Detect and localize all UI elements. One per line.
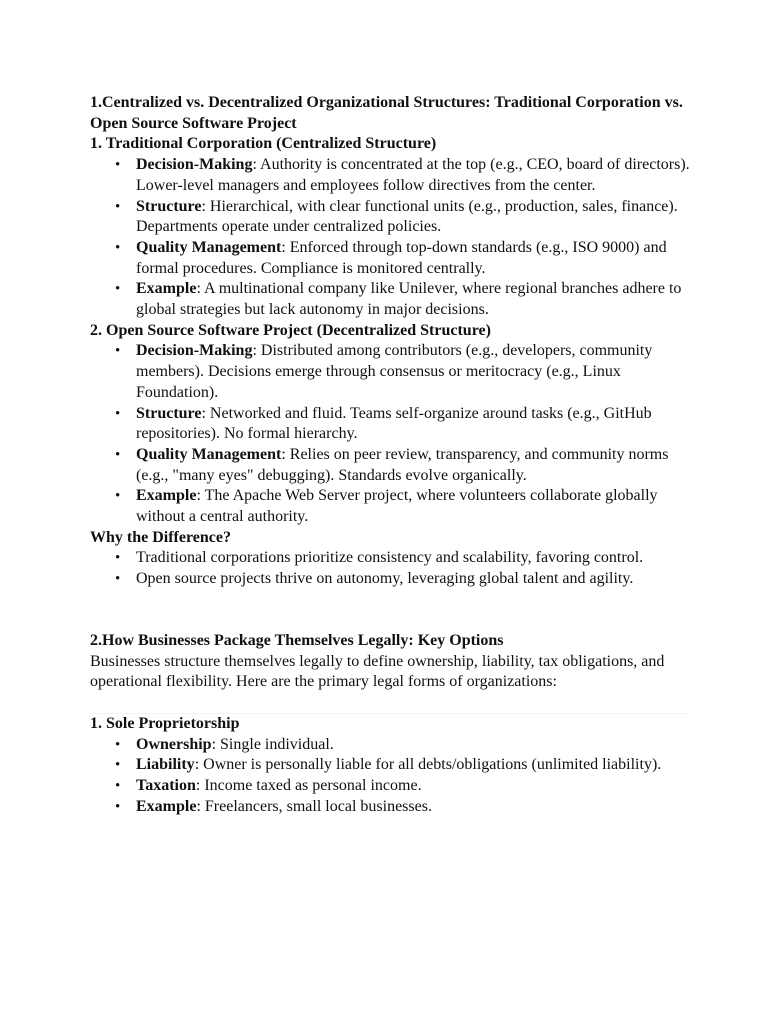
item-text: : Single individual. — [211, 735, 334, 753]
bullet-icon: • — [115, 757, 121, 774]
item-text: : A multinational company like Unilever, where regional branches adhere to global strategies but lack autonomy in major decisions. — [136, 280, 682, 319]
section2-intro: Businesses structure themselves legally to define ownership, liability, tax obligations, and operational flexibility. Here are the primary legal forms of organizations: — [90, 652, 665, 691]
item-text: : Income taxed as personal income. — [195, 777, 422, 795]
bullet-icon: • — [115, 157, 121, 174]
item-term: Example — [136, 280, 197, 298]
item-text: : Authority is concentrated at the top (e.g., CEO, board of directors). Lower-level managers and employees follow directives from the center. — [136, 156, 690, 194]
item-text: : The Apache Web Server project, where volunteers collaborate globally without a central authority. — [136, 487, 658, 526]
item-text: : Distributed among contributors (e.g., developers, community members). Decisions emerge through consensus or meritocracy (e.g., Linux Foundation). — [136, 342, 653, 401]
item-term: Taxation — [136, 777, 196, 795]
sub1-list — [90, 155, 690, 321]
bullet-icon: • — [115, 778, 121, 795]
list-item — [115, 197, 690, 238]
bullet-icon: • — [115, 571, 121, 588]
item-term: Example — [136, 797, 197, 815]
section-spacer — [90, 590, 690, 631]
list-item — [115, 755, 690, 776]
item-term: Ownership — [136, 735, 212, 753]
bullet-icon: • — [115, 550, 121, 567]
list-item — [115, 548, 690, 569]
item-text: : Relies on peer review, transparency, and community norms (e.g., "many eyes" debugging). Standards evolve organically. — [136, 445, 669, 484]
item-term: Decision-Making — [136, 342, 253, 360]
list-item — [115, 404, 690, 445]
sub2-heading: 2. Open Source Software Project (Decentralized Structure) — [90, 321, 491, 339]
why-list — [90, 548, 690, 589]
item-term: Structure — [136, 197, 202, 215]
bullet-icon: • — [115, 281, 121, 298]
document-page — [90, 93, 690, 818]
item-text: : Freelancers, small local businesses. — [196, 797, 432, 815]
item-text: : Hierarchical, with clear functional units (e.g., production, sales, finance). Departments operate under centralized policies. — [136, 197, 678, 236]
section2-title: 2.How Businesses Package Themselves Legally: Key Options — [90, 631, 504, 649]
list-item — [115, 797, 690, 818]
bullet-icon: • — [115, 405, 121, 422]
bullet-icon: • — [115, 736, 121, 753]
sole-heading: 1. Sole Proprietorship — [90, 714, 240, 732]
list-item — [115, 735, 690, 756]
bullet-icon: • — [115, 798, 121, 815]
list-item — [115, 341, 690, 403]
sub2-list — [90, 341, 690, 527]
list-item — [115, 776, 690, 797]
paragraph-spacer — [90, 693, 690, 713]
list-item — [115, 486, 690, 527]
list-item — [115, 279, 690, 320]
item-term: Example — [136, 487, 197, 505]
why-heading: Why the Difference? — [90, 528, 231, 546]
item-text: : Networked and fluid. Teams self-organize around tasks (e.g., GitHub repositories). No formal hierarchy. — [136, 404, 652, 443]
bullet-icon: • — [115, 198, 121, 215]
item-term: Structure — [136, 404, 202, 422]
sole-list — [90, 735, 690, 818]
sub1-heading: 1. Traditional Corporation (Centralized Structure) — [90, 135, 437, 153]
item-text: : Owner is personally liable for all debts/obligations (unlimited liability). — [194, 756, 662, 774]
item-text: Traditional corporations prioritize consistency and scalability, favoring control. — [136, 549, 644, 567]
list-item — [115, 569, 690, 590]
section1-title: 1.Centralized vs. Decentralized Organizational Structures: Traditional Corporation vs. Open Source Software Project — [90, 94, 683, 132]
bullet-icon: • — [115, 488, 121, 505]
item-text: : Enforced through top-down standards (e.g., ISO 9000) and formal procedures. Compliance is monitored centrally. — [136, 238, 667, 277]
list-item — [115, 238, 690, 279]
bullet-icon: • — [115, 343, 121, 360]
item-term: Decision-Making — [136, 156, 253, 174]
item-text: Open source projects thrive on autonomy, leveraging global talent and agility. — [136, 570, 634, 588]
list-item — [115, 445, 690, 486]
item-term: Liability — [136, 756, 195, 774]
list-item — [115, 155, 690, 196]
bullet-icon: • — [115, 446, 121, 463]
item-term: Quality Management — [136, 445, 282, 463]
bullet-icon: • — [115, 239, 121, 256]
item-term: Quality Management — [136, 238, 282, 256]
